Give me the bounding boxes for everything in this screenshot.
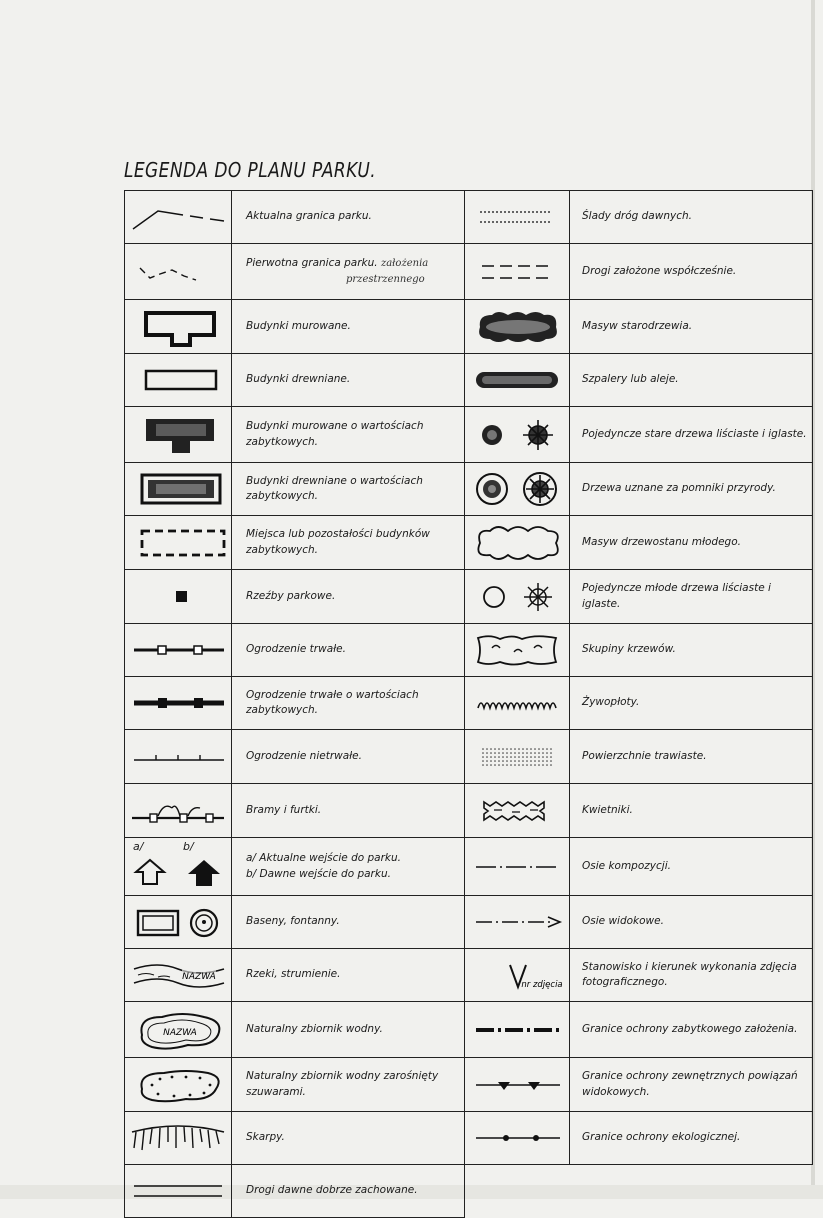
handwritten-correction: założenia <box>380 258 429 269</box>
old-forest-mass-icon <box>465 300 570 354</box>
empty-cell <box>465 1165 813 1218</box>
legend-label: Aktualna granica parku. <box>232 191 465 244</box>
legend-title: LEGENDA DO PLANU PARKU. <box>124 158 377 182</box>
legend-label: Granice ochrony zewnętrznych powiązań widokowych. <box>570 1058 813 1112</box>
view-axis-icon <box>465 896 570 949</box>
sculpture-icon <box>125 570 232 624</box>
entrance-label-b: b/ <box>183 840 194 853</box>
river-name-label: NAZWA <box>182 972 216 982</box>
overgrown-water-body-icon <box>125 1058 232 1112</box>
building-remains-icon <box>125 516 232 570</box>
river-icon <box>125 949 232 1002</box>
legend-label: Drzewa uznane za pomniki przyrody. <box>570 463 813 516</box>
ecological-protection-boundary-icon <box>465 1112 570 1165</box>
entrance-label-a: a/ <box>133 840 144 853</box>
legend-label: a/ Aktualne wejście do parku. <box>246 852 401 865</box>
view-protection-boundary-icon <box>465 1058 570 1112</box>
legend-label: Granice ochrony ekologicznej. <box>570 1112 813 1165</box>
historic-wooden-building-icon <box>125 463 232 516</box>
flowerbed-icon <box>465 784 570 838</box>
historic-fence-icon <box>125 677 232 730</box>
legend-table <box>124 190 813 1218</box>
water-body-icon <box>125 1002 232 1058</box>
legend-label: Masyw drzewostanu młodego. <box>570 516 813 570</box>
legend-label: Pierwotna granica parku. <box>246 257 378 269</box>
pool-fountain-icon <box>125 896 232 949</box>
legend-label: Naturalny zbiornik wodny. <box>232 1002 465 1058</box>
legend-label: Skupiny krzewów. <box>570 624 813 677</box>
legend-label: Masyw starodrzewia. <box>570 300 813 354</box>
composition-axis-icon <box>465 838 570 896</box>
legend-label: Pojedyncze stare drzewa liściaste i iglaste. <box>570 407 813 463</box>
legend-label: b/ Dawne wejście do parku. <box>246 867 391 880</box>
old-road-icon <box>125 1165 232 1218</box>
legend-label: Osie kompozycji. <box>570 838 813 896</box>
shrub-group-icon <box>465 624 570 677</box>
gate-icon <box>125 784 232 838</box>
handwritten-correction-2: przestrzennego <box>346 273 425 285</box>
legend-item <box>232 244 465 300</box>
legend-label: Budynki drewniane. <box>232 354 465 407</box>
legend-label: Ogrodzenie trwałe o wartościach zabytkowych. <box>232 677 465 730</box>
legend-label: Ogrodzenie trwałe. <box>232 624 465 677</box>
tree-alley-icon <box>465 354 570 407</box>
young-single-tree-icon <box>465 570 570 624</box>
water-name-label: NAZWA <box>163 1027 197 1038</box>
old-single-tree-icon <box>465 407 570 463</box>
legend-label: Drogi dawne dobrze zachowane. <box>232 1165 465 1218</box>
old-road-traces-icon <box>465 191 570 244</box>
modern-road-icon <box>465 244 570 300</box>
legend-label: Ogrodzenie nietrwałe. <box>232 730 465 784</box>
temporary-fence-icon <box>125 730 232 784</box>
permanent-fence-icon <box>125 624 232 677</box>
hedge-icon <box>465 677 570 730</box>
legend-label: Drogi założone współcześnie. <box>570 244 813 300</box>
legend-item <box>232 838 465 896</box>
legend-label: Naturalny zbiornik wodny zarośnięty szuwarami. <box>232 1058 465 1112</box>
original-boundary-icon <box>125 244 232 300</box>
legend-label: Kwietniki. <box>570 784 813 838</box>
legend-label: Osie widokowe. <box>570 896 813 949</box>
legend-label: Budynki murowane o wartościach zabytkowych. <box>232 407 465 463</box>
legend-label: Rzeki, strumienie. <box>232 949 465 1002</box>
legend-label: Skarpy. <box>232 1112 465 1165</box>
legend-label: Szpalery lub aleje. <box>570 354 813 407</box>
slope-icon <box>125 1112 232 1165</box>
brick-building-icon <box>125 300 232 354</box>
legend-label: Pojedyncze młode drzewa liściaste i iglaste. <box>570 570 813 624</box>
current-park-boundary-icon <box>125 191 232 244</box>
legend-label: Rzeźby parkowe. <box>232 570 465 624</box>
legend-label: Budynki murowane. <box>232 300 465 354</box>
legend-label: Stanowisko i kierunek wykonania zdjęcia fotograficznego. <box>570 949 813 1002</box>
wooden-building-icon <box>125 354 232 407</box>
young-forest-mass-icon <box>465 516 570 570</box>
legend-label: Granice ochrony zabytkowego założenia. <box>570 1002 813 1058</box>
grass-area-icon <box>465 730 570 784</box>
photo-number-label: nr zdjęcia <box>521 980 563 990</box>
photo-position-icon <box>465 949 570 1002</box>
legend-label: Powierzchnie trawiaste. <box>570 730 813 784</box>
legend-label: Bramy i furtki. <box>232 784 465 838</box>
legend-label: Baseny, fontanny. <box>232 896 465 949</box>
historic-brick-building-icon <box>125 407 232 463</box>
legend-label: Ślady dróg dawnych. <box>570 191 813 244</box>
nature-monument-tree-icon <box>465 463 570 516</box>
heritage-protection-boundary-icon <box>465 1002 570 1058</box>
legend-label: Budynki drewniane o wartościach zabytkowych. <box>232 463 465 516</box>
entrance-arrows-icon <box>125 838 232 896</box>
legend-label: Żywopłoty. <box>570 677 813 730</box>
legend-label: Miejsca lub pozostałości budynków zabytkowych. <box>232 516 465 570</box>
